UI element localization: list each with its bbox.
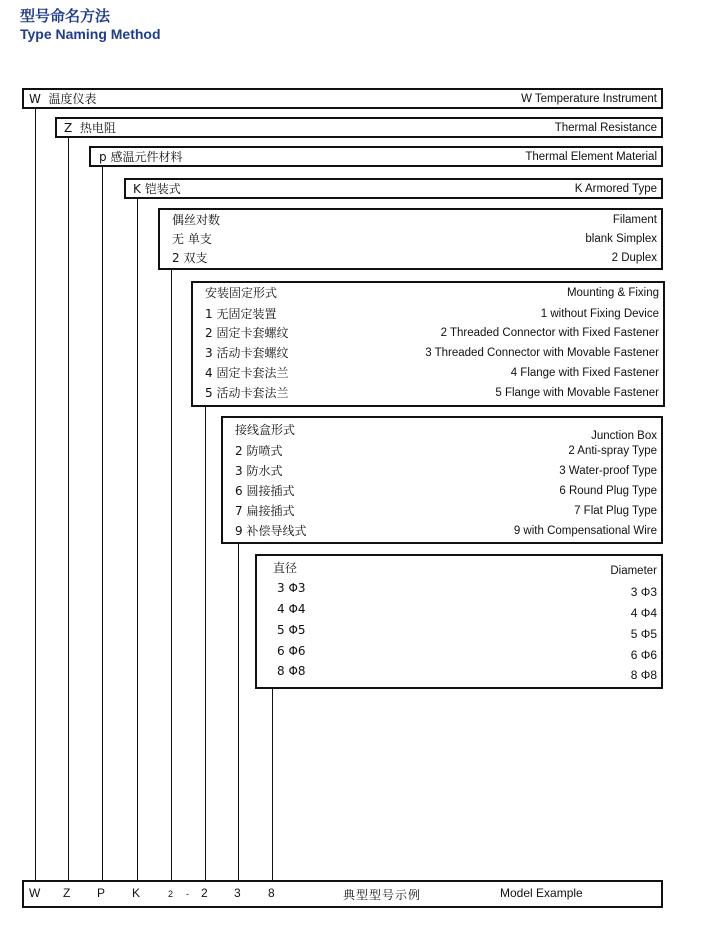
level1-code: W bbox=[29, 92, 41, 106]
filament-title-cn: 偶丝对数 bbox=[172, 213, 221, 227]
diameter-item-en: 8 Φ8 bbox=[630, 668, 657, 682]
filament-box bbox=[158, 208, 663, 270]
diameter-title-en: Diameter bbox=[610, 565, 657, 577]
mounting-title-cn: 安装固定形式 bbox=[205, 286, 278, 300]
filament-item-cn: 2 双支 bbox=[172, 251, 208, 265]
level4-box bbox=[124, 178, 663, 199]
filament-item-en: 2 Duplex bbox=[611, 252, 657, 264]
mounting-item-en: 3 Threaded Connector with Movable Fastener bbox=[425, 347, 659, 359]
page-title-cn: 型号命名方法 bbox=[20, 7, 111, 25]
mounting-item-cn: 2 固定卡套螺纹 bbox=[205, 326, 289, 340]
example-code-dash: - bbox=[186, 889, 189, 899]
diameter-item-cn: 8 Φ8 bbox=[277, 664, 306, 678]
level3-box bbox=[89, 146, 663, 167]
filament-title-en: Filament bbox=[612, 214, 657, 226]
example-code-filament: 2 bbox=[168, 889, 174, 899]
example-code-diameter: 8 bbox=[268, 886, 275, 900]
level4-en: K Armored Type bbox=[574, 183, 657, 195]
junction-item-en: 6 Round Plug Type bbox=[559, 485, 657, 497]
filament-item-en: blank Simplex bbox=[585, 233, 657, 245]
connector-line-diameter bbox=[272, 687, 273, 880]
level4-cn: 铠装式 bbox=[144, 182, 181, 196]
junction-item-cn: 9 补偿导线式 bbox=[235, 524, 307, 538]
connector-line-junction bbox=[238, 543, 239, 880]
diameter-item-cn: 4 Φ4 bbox=[277, 602, 306, 616]
level2-cn: 热电阻 bbox=[79, 121, 116, 135]
mounting-item-cn: 5 活动卡套法兰 bbox=[205, 386, 289, 400]
junction-item-cn: 2 防喷式 bbox=[235, 444, 283, 458]
diameter-item-cn: 5 Φ5 bbox=[277, 623, 306, 637]
connector-line-p bbox=[102, 165, 103, 880]
junction-item-cn: 3 防水式 bbox=[235, 464, 283, 478]
connector-line-z bbox=[68, 136, 69, 880]
diameter-item-en: 6 Φ6 bbox=[630, 648, 657, 662]
level3-cn: 感温元件材料 bbox=[110, 150, 183, 164]
example-label-en: Model Example bbox=[500, 886, 583, 900]
filament-item-cn: 无 单支 bbox=[172, 232, 212, 246]
level2-box bbox=[55, 117, 663, 138]
junction-title-en: Junction Box bbox=[591, 430, 657, 442]
level3-code: p bbox=[99, 150, 107, 164]
junction-item-en: 2 Anti-spray Type bbox=[568, 445, 657, 457]
mounting-item-cn: 4 固定卡套法兰 bbox=[205, 366, 289, 380]
page-title-en: Type Naming Method bbox=[20, 26, 161, 42]
example-code-z: Z bbox=[63, 886, 71, 900]
level1-en: W Temperature Instrument bbox=[521, 93, 657, 105]
example-code-w: W bbox=[29, 886, 41, 900]
diameter-item-en: 4 Φ4 bbox=[630, 606, 657, 620]
mounting-item-en: 1 without Fixing Device bbox=[540, 308, 659, 320]
mounting-item-en: 5 Flange with Movable Fastener bbox=[495, 387, 659, 399]
connector-line-w bbox=[35, 107, 36, 880]
level1-box bbox=[22, 88, 663, 109]
mounting-box bbox=[191, 281, 665, 407]
diameter-item-cn: 6 Φ6 bbox=[277, 644, 306, 658]
mounting-item-en: 2 Threaded Connector with Fixed Fastener bbox=[440, 327, 659, 339]
diameter-box bbox=[255, 554, 663, 689]
mounting-item-en: 4 Flange with Fixed Fastener bbox=[510, 367, 659, 379]
connector-line-filament bbox=[171, 268, 172, 880]
example-code-p: P bbox=[97, 886, 106, 900]
junction-item-en: 3 Water-proof Type bbox=[559, 465, 657, 477]
example-label-cn: 典型型号示例 bbox=[343, 888, 422, 902]
example-code-junction: 3 bbox=[234, 886, 241, 900]
diameter-item-en: 3 Φ3 bbox=[630, 585, 657, 599]
example-code-k: K bbox=[132, 886, 141, 900]
junction-item-en: 9 with Compensational Wire bbox=[513, 525, 657, 537]
diameter-item-en: 5 Φ5 bbox=[630, 627, 657, 641]
example-code-mounting: 2 bbox=[201, 886, 208, 900]
diameter-title-cn: 直径 bbox=[273, 561, 298, 575]
junction-item-cn: 6 圆接插式 bbox=[235, 484, 295, 498]
junction-title-cn: 接线盒形式 bbox=[235, 423, 296, 437]
level3-en: Thermal Element Material bbox=[525, 151, 657, 163]
level2-en: Thermal Resistance bbox=[554, 122, 657, 134]
connector-line-mounting bbox=[205, 405, 206, 880]
connector-line-k bbox=[137, 197, 138, 880]
junction-box bbox=[221, 416, 663, 544]
mounting-title-en: Mounting & Fixing bbox=[566, 287, 659, 299]
junction-item-cn: 7 扁接插式 bbox=[235, 504, 295, 518]
mounting-item-cn: 1 无固定装置 bbox=[205, 307, 277, 321]
level2-code: Z bbox=[64, 121, 73, 135]
level1-cn: 温度仪表 bbox=[48, 92, 97, 106]
junction-item-en: 7 Flat Plug Type bbox=[574, 505, 657, 517]
diameter-item-cn: 3 Φ3 bbox=[277, 581, 306, 595]
level4-code: K bbox=[133, 182, 141, 196]
mounting-item-cn: 3 活动卡套螺纹 bbox=[205, 346, 289, 360]
